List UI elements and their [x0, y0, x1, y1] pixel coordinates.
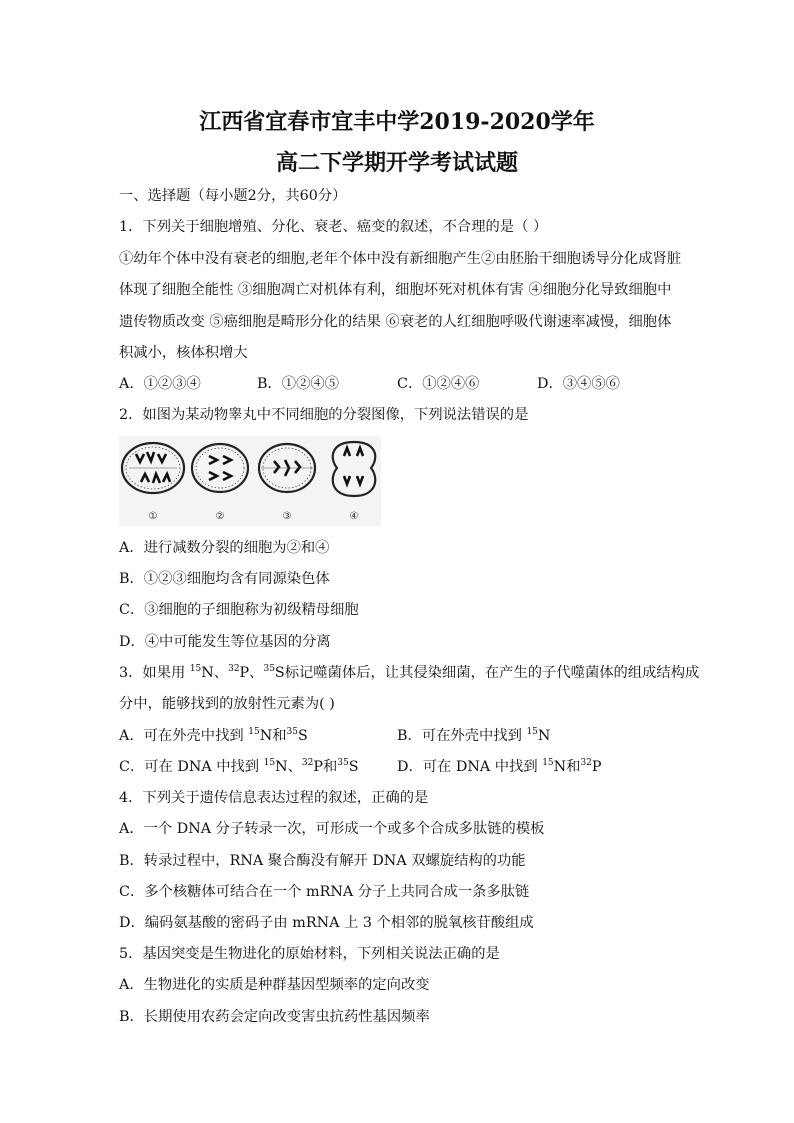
- q1-text-line4: 积减小，核体积增大: [119, 345, 248, 361]
- q1-option-d: D．③④⑤⑥: [537, 376, 620, 392]
- cell-1-label: ①: [148, 511, 158, 522]
- cell-3-label: ③: [282, 511, 292, 522]
- q5-option-b: B．长期使用农药会定向改变害虫抗药性基因频率: [119, 1009, 430, 1025]
- cell-4-label: ④: [349, 511, 359, 522]
- q1-text-line3: 遗传物质改变 ⑤癌细胞是畸形分化的结果 ⑥衰老的人红细胞呼吸代谢速率减慢，细胞体: [119, 314, 672, 330]
- q2-stem: 2．如图为某动物睾丸中不同细胞的分裂图像，下列说法错误的是: [119, 407, 529, 423]
- q1-text-line1: ①幼年个体中没有衰老的细胞,老年个体中没有新细胞产生②由胚胎干细胞诱导分化成肾脏: [119, 251, 682, 267]
- q5-option-a: A．生物进化的实质是种群基因型频率的定向改变: [119, 977, 430, 993]
- cell-division-figure: [119, 436, 381, 526]
- q4-option-c: C．多个核糖体可结合在一个 mRNA 分子上共同合成一条多肽链: [119, 884, 530, 900]
- q4-stem: 4．下列关于遗传信息表达过程的叙述，正确的是: [119, 790, 429, 806]
- q3-stem: 3．如果用 $^{15}$N、$^{32}$P、$^{35}$S标记噬菌体后，让其侵染细菌，在产生的子代噬菌体的组成结构成: [119, 664, 700, 681]
- q1-option-a: A．①②③④: [119, 376, 201, 392]
- q2-option-d: D．④中可能发生等位基因的分离: [119, 634, 331, 650]
- q3-option-a: A．可在外壳中找到 $^{15}$N和$^{35}$S: [119, 727, 308, 744]
- q1-stem: 1．下列关于细胞增殖、分化、衰老、癌变的叙述，不合理的是（ ）: [119, 219, 548, 235]
- q4-option-d: D．编码氨基酸的密码子由 mRNA 上 3 个相邻的脱氧核苷酸组成: [119, 915, 534, 931]
- q5-stem: 5．基因突变是生物进化的原始材料，下列相关说法正确的是: [119, 946, 500, 962]
- cell-2-label: ②: [215, 511, 225, 522]
- q3-option-c: C．可在 DNA 中找到 $^{15}$N、$^{32}$P和$^{35}$S: [119, 758, 359, 775]
- doc-title-line1: 江西省宜春市宜丰中学2019-2020学年: [199, 109, 595, 135]
- q3-option-d: D．可在 DNA 中找到 $^{15}$N和$^{32}$P: [397, 758, 602, 775]
- q3-option-b: B．可在外壳中找到 $^{15}$N: [397, 727, 551, 744]
- q1-text-line2: 体现了细胞全能性 ③细胞凋亡对机体有利，细胞坏死对机体有害 ④细胞分化导致细胞中: [119, 282, 672, 298]
- q2-option-a: A．进行减数分裂的细胞为②和④: [119, 540, 330, 556]
- q3-stem-line2: 分中，能够找到的放射性元素为( ): [119, 696, 335, 712]
- doc-title-line2: 高二下学期开学考试试题: [275, 150, 518, 176]
- q2-option-c: C．③细胞的子细胞称为初级精母细胞: [119, 602, 359, 618]
- q1-option-c: C．①②④⑥: [397, 376, 480, 392]
- q1-option-b: B．①②④⑤: [257, 376, 339, 392]
- q4-option-b: B．转录过程中，RNA 聚合酶没有解开 DNA 双螺旋结构的功能: [119, 853, 526, 869]
- section-heading: 一、选择题（每小题2分，共60分）: [119, 188, 347, 204]
- q2-option-b: B．①②③细胞均含有同源染色体: [119, 571, 330, 587]
- q4-option-a: A．一个 DNA 分子转录一次，可形成一个或多个合成多肽链的模板: [119, 821, 545, 837]
